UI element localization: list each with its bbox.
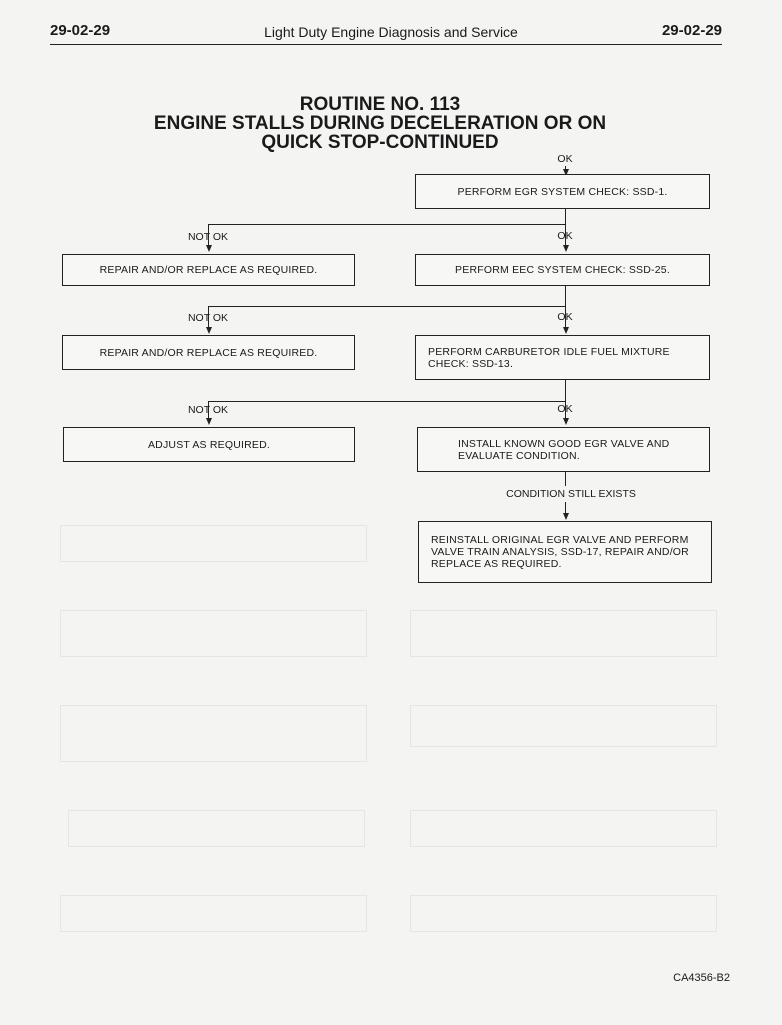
egr-system-check-text: PERFORM EGR SYSTEM CHECK: SSD-1. xyxy=(457,185,668,198)
egr-system-check-box xyxy=(415,174,710,209)
page-number-left: 29-02-29 xyxy=(50,22,111,39)
header-rule xyxy=(50,44,722,45)
routine-title-line1: ENGINE STALLS DURING DECELERATION OR ON xyxy=(153,113,607,134)
ok-label-2: OK xyxy=(557,311,573,323)
reinstall-egr-valve-box xyxy=(418,521,712,583)
running-title: Light Duty Engine Diagnosis and Service xyxy=(264,24,518,40)
show-through-box xyxy=(60,525,367,562)
page-number-right: 29-02-29 xyxy=(661,22,722,39)
install-egr-line1: INSTALL KNOWN GOOD EGR VALVE AND xyxy=(458,437,670,450)
condition-still-exists-label: CONDITION STILL EXISTS xyxy=(506,488,636,500)
show-through-box xyxy=(60,895,367,932)
install-egr-line2: EVALUATE CONDITION. xyxy=(458,449,580,462)
show-through-box xyxy=(60,610,367,657)
carburetor-check-box xyxy=(415,335,710,380)
reinstall-line3: REPLACE AS REQUIRED. xyxy=(431,558,562,570)
show-through-box xyxy=(68,810,365,847)
routine-number: ROUTINE NO. 113 xyxy=(299,94,461,115)
adjust-box xyxy=(63,427,355,462)
show-through-box xyxy=(410,610,717,657)
routine-title-line2: QUICK STOP-CONTINUED xyxy=(261,132,499,153)
show-through-box xyxy=(410,895,717,932)
arrow-down xyxy=(206,418,212,425)
adjust-text: ADJUST AS REQUIRED. xyxy=(147,438,271,451)
figure-code: CA4356-B2 xyxy=(673,972,730,984)
reinstall-line2: VALVE TRAIN ANALYSIS, SSD-17, REPAIR AND/OR xyxy=(431,546,689,558)
eec-system-check-text: PERFORM EEC SYSTEM CHECK: SSD-25. xyxy=(455,264,670,276)
not-ok-label-3: NOT OK xyxy=(187,404,229,416)
not-ok-label-2: NOT OK xyxy=(187,312,229,324)
branch-line xyxy=(208,224,566,225)
repair-box-1 xyxy=(62,254,355,286)
carburetor-check-line1: PERFORM CARBURETOR IDLE FUEL MIXTURE xyxy=(428,345,670,358)
arrow-down xyxy=(563,245,569,252)
arrow-down xyxy=(206,245,212,252)
connector xyxy=(565,472,566,486)
reinstall-line1: REINSTALL ORIGINAL EGR VALVE AND PERFORM xyxy=(431,534,689,546)
install-egr-valve-box xyxy=(417,427,710,472)
connector xyxy=(565,209,566,225)
ok-label-1: OK xyxy=(557,230,573,242)
repair-text-1: REPAIR AND/OR REPLACE AS REQUIRED. xyxy=(99,264,318,276)
connector xyxy=(565,380,566,402)
connector xyxy=(565,286,566,307)
branch-line xyxy=(208,401,566,402)
arrow-down xyxy=(563,418,569,425)
not-ok-label-1: NOT OK xyxy=(187,231,229,243)
eec-system-check-box xyxy=(415,254,710,286)
arrow-down xyxy=(563,513,569,520)
show-through-box xyxy=(60,705,367,762)
repair-text-2: REPAIR AND/OR REPLACE AS REQUIRED. xyxy=(99,346,318,359)
branch-line xyxy=(208,306,566,307)
repair-box-2 xyxy=(62,335,355,370)
ok-label-3: OK xyxy=(557,403,573,415)
carburetor-check-line2: CHECK: SSD-13. xyxy=(428,357,514,370)
arrow-down xyxy=(206,327,212,334)
ok-label-top: OK xyxy=(557,153,573,165)
show-through-box xyxy=(410,705,717,747)
show-through-box xyxy=(410,810,717,847)
arrow-down xyxy=(563,327,569,334)
